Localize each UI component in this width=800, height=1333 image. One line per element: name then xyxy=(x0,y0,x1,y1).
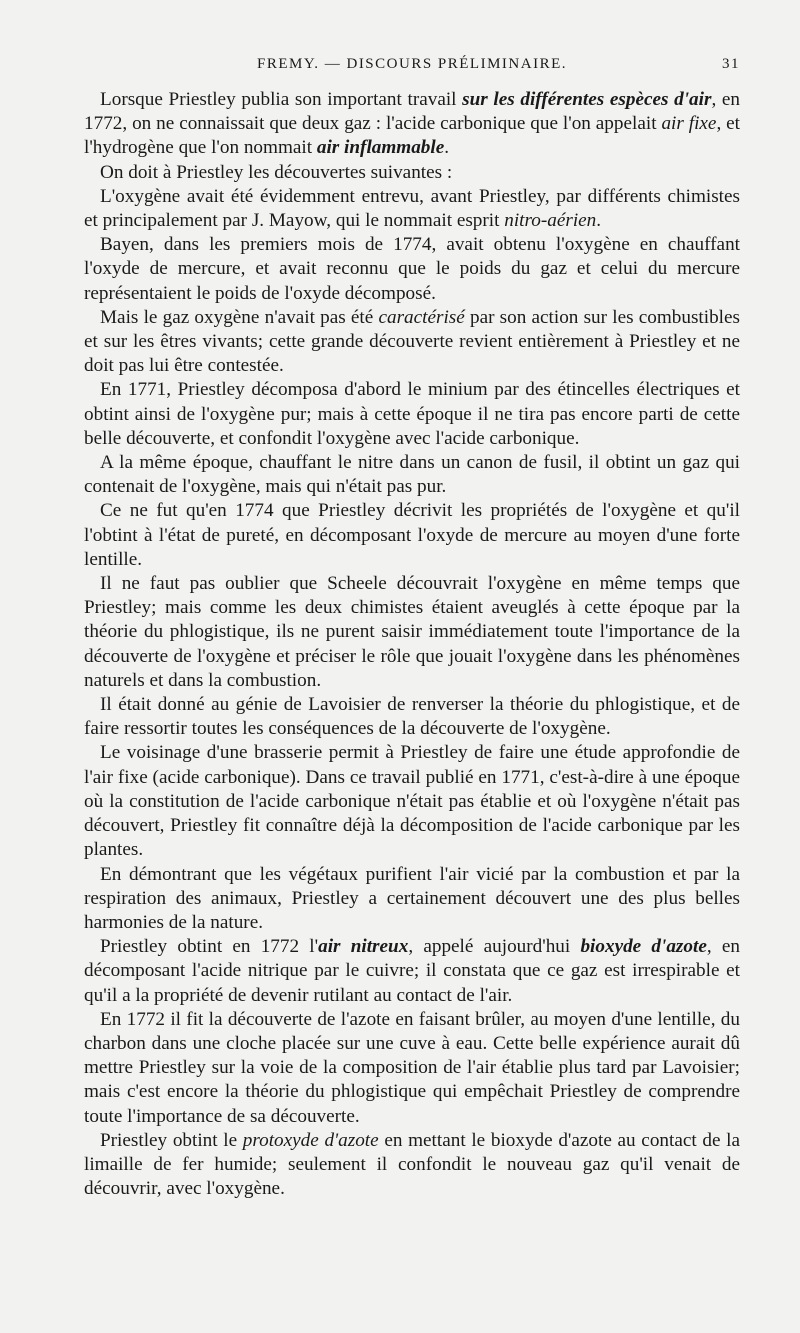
bold-italic-wrapper xyxy=(317,137,444,158)
body-text xyxy=(84,88,740,1201)
paragraph xyxy=(84,451,740,499)
italic-run: caractérisé xyxy=(378,306,465,328)
bold-italic-wrapper xyxy=(580,936,706,957)
bold-italic-run: air inflammable xyxy=(316,137,445,159)
paragraph xyxy=(84,499,740,572)
text-run: Mais le gaz oxygène n'avait pas été xyxy=(100,306,379,328)
italic-run: air fixe xyxy=(661,113,717,135)
bold-italic-run: sur les différentes espèces d'air xyxy=(462,89,712,110)
text-run: En 1772 il fit la découverte de l'azote en faisant brûler, au moyen d'une lentille, du charbon dans une cloche placée sur une cuve à eau. Cette belle expérience aurait dû mettre Priestley sur la voie de la composition de l'air établie plus tard par Lavoisier; mais c'est encore la théorie du phlogistique qui empêchait Priestley de comprendre toute l'importance de sa découverte. xyxy=(84,1008,740,1127)
text-run: Priestley obtint le xyxy=(100,1129,243,1151)
text-run: Priestley obtint en 1772 l' xyxy=(100,936,319,958)
text-run: En 1771, Priestley décomposa d'abord le minium par des étincelles électriques et obtint ainsi de l'oxygène pur; mais à cette époque il ne tira pas encore parti de cette belle découverte, et confondit l'oxygène avec l'acide carbonique. xyxy=(84,379,740,449)
running-title: FREMY. — DISCOURS PRÉLIMINAIRE. xyxy=(256,56,567,72)
paragraph xyxy=(84,693,740,741)
paragraph xyxy=(84,1008,740,1129)
paragraph xyxy=(84,161,740,185)
bold-italic-wrapper xyxy=(318,936,408,957)
text-run: par son action sur les combustibles et sur les êtres vivants; cette grande découverte revient entièrement à Priestley et ne doit pas lui être contestée. xyxy=(84,306,740,377)
text-run: Il était donné au génie de Lavoisier de renverser la théorie du phlogistique, et de faire ressortir toutes les conséquences de la découverte de l'oxygène. xyxy=(84,694,740,740)
paragraph xyxy=(84,1129,740,1202)
italic-run: nitro-aérien xyxy=(504,210,597,232)
text-run: en mettant le bioxyde d'azote au contact de la limaille de fer humide; seulement il confondit le nouveau gaz qu'il venait de découvrir, avec l'oxygène. xyxy=(84,1129,740,1200)
page-number: 31 xyxy=(722,56,740,72)
paragraph xyxy=(84,572,740,693)
text-run: En démontrant que les végétaux purifient l'air vicié par la combustion et par la respiration des animaux, Priestley a certainement découvert une des plus belles harmonies de la nature. xyxy=(84,863,740,933)
text-run: , et l'hydrogène que l'on nommait xyxy=(84,113,740,159)
bold-italic-wrapper xyxy=(462,89,711,110)
text-run: , appelé aujourd'hui xyxy=(408,936,581,958)
text-run: . xyxy=(596,210,602,232)
text-run: On doit à Priestley les découvertes suivantes : xyxy=(100,161,453,183)
paragraph xyxy=(84,185,740,233)
text-run: L'oxygène avait été évidemment entrevu, avant Priestley, par différents chimistes et principalement par J. Mayow, qui le nommait esprit xyxy=(84,185,740,232)
text-run: Ce ne fut qu'en 1774 que Priestley décrivit les propriétés de l'oxygène et qu'il l'obtint à l'état de pureté, en décomposant l'oxyde de mercure au moyen d'une forte lentille. xyxy=(84,500,740,570)
paragraph xyxy=(84,378,740,451)
paragraph xyxy=(84,935,740,1008)
bold-italic-run: bioxyde d'azote xyxy=(580,936,707,958)
text-run: Bayen, dans les premiers mois de 1774, avait obtenu l'oxygène en chauffant l'oxyde de mercure, et avait reconnu que le poids du gaz et celui du mercure représentaient le poids de l'oxyde décomposé. xyxy=(84,234,740,304)
text-run: Il ne faut pas oublier que Scheele découvrait l'oxygène en même temps que Priestley; mais comme les deux chimistes étaient aveuglés à cette époque par la théorie du phlogistique, ils ne purent saisir immédiatement toute l'importance de la découverte de l'oxygène et préciser le rôle que jouait l'oxygène dans les phénomènes naturels et dans la combustion. xyxy=(84,573,740,691)
bold-italic-run: air nitreux xyxy=(318,936,409,958)
italic-run: protoxyde d'azote xyxy=(242,1129,379,1151)
paragraph xyxy=(84,741,740,862)
paragraph xyxy=(84,88,740,161)
text-run: , en 1772, on ne connaissait que deux gaz : l'acide carbonique que l'on appelait xyxy=(84,89,740,135)
paragraph xyxy=(84,306,740,379)
text-run: A la même époque, chauffant le nitre dans un canon de fusil, il obtint un gaz qui contenait de l'oxygène, mais qui n'était pas pur. xyxy=(84,452,740,498)
paragraph xyxy=(84,863,740,936)
page-header xyxy=(84,56,740,78)
text-run: . xyxy=(444,137,450,159)
text-run: , en décomposant l'acide nitrique par le cuivre; il constata que ce gaz est irrespirable et qu'il a la propriété de devenir rutilant au contact de l'air. xyxy=(84,936,740,1006)
paragraph xyxy=(84,233,740,306)
text-run: Le voisinage d'une brasserie permit à Priestley de faire une étude approfondie de l'air fixe (acide carbonique). Dans ce travail publié en 1771, c'est-à-dire à une époque où la constitution de l'acide carbonique n'était pas établie et où l'oxygène n'était pas découvert, Priestley fit connaître déjà la décomposition de l'acide carbonique par les plantes. xyxy=(84,742,740,861)
text-run: Lorsque Priestley publia son important travail xyxy=(100,89,463,110)
